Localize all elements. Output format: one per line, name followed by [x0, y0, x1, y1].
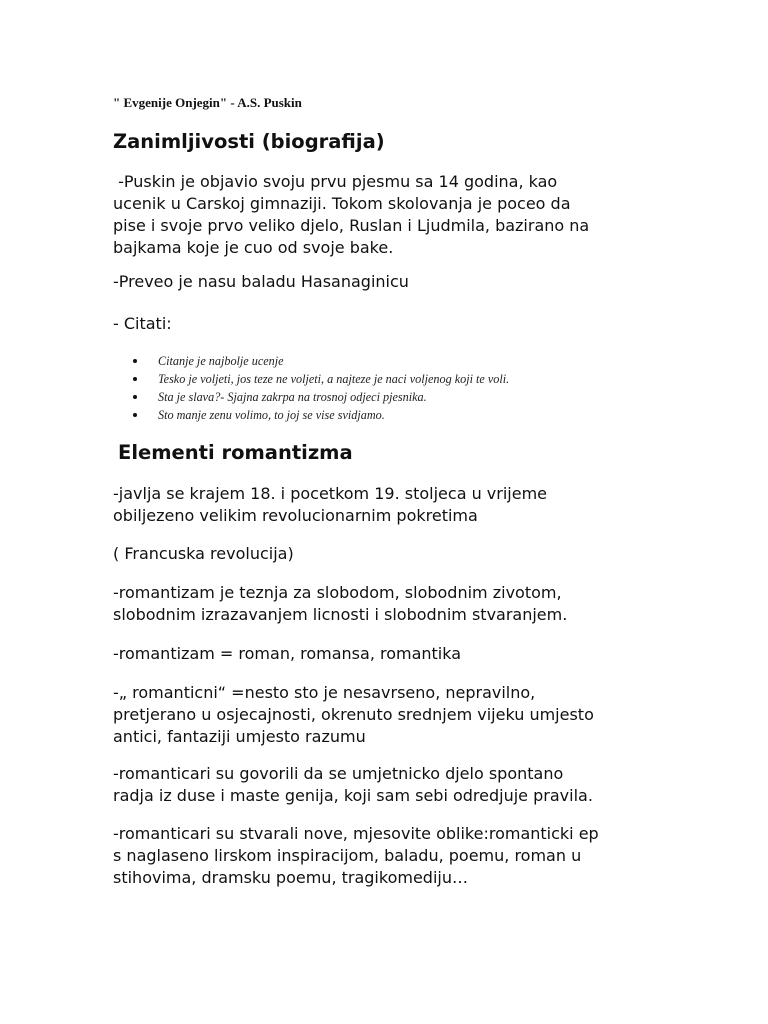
- romanticism-paragraph-4: -romantizam = roman, romansa, romantika: [113, 644, 462, 663]
- romanticism-paragraph-2: ( Francuska revolucija): [113, 544, 294, 563]
- romanticism-paragraph-7: -romanticari su stvarali nove, mjesovite oblike:romanticki ep s naglaseno lirskom inspiracijom, baladu, poemu, roman u stihovima, dramsku poemu, tragikomediju…: [113, 824, 599, 887]
- heading-biography: Zanimljivosti (biografija): [113, 130, 385, 153]
- bullet-icon: [133, 413, 137, 417]
- biography-paragraph-1: -Puskin je objavio svoju prvu pjesmu sa 14 godina, kao ucenik u Carskoj gimnaziji. Tokom skolovanja je poceo da pise i svoje prvo veliko djelo, Ruslan i Ljudmila, bazirano na bajkama koje je cuo od svoje bake.: [113, 172, 590, 257]
- quote-text: Sto manje zenu volimo, to joj se vise svidjamo.: [158, 408, 385, 422]
- romanticism-paragraph-6: -romanticari su govorili da se umjetnicko djelo spontano radja iz duse i maste genija, koji sam sebi odredjuje pravila.: [113, 764, 593, 805]
- heading-romanticism: Elementi romantizma: [118, 441, 353, 464]
- bullet-icon: [133, 395, 137, 399]
- citati-label: - Citati:: [113, 314, 172, 333]
- quotes-list: [110, 352, 509, 424]
- romanticism-paragraph-3: -romantizam je teznja za slobodom, slobodnim zivotom, slobodnim izrazavanjem licnosti i slobodnim stvaranjem.: [113, 583, 568, 624]
- quote-text: Citanje je najbolje ucenje: [158, 354, 284, 368]
- biography-paragraph-2: -Preveo je nasu baladu Hasanaginicu: [113, 272, 409, 291]
- bullet-icon: [133, 377, 137, 381]
- list-item: [110, 388, 509, 406]
- quote-text: Tesko je voljeti, jos teze ne voljeti, a najteze je naci voljenog koji te voli.: [158, 372, 510, 386]
- bullet-icon: [133, 359, 137, 363]
- quote-text: Sta je slava?- Sjajna zakrpa na trosnoj odjeci pjesnika.: [158, 390, 427, 404]
- romanticism-paragraph-1: -javlja se krajem 18. i pocetkom 19. stoljeca u vrijeme obiljezeno velikim revolucionarnim pokretima: [113, 484, 548, 525]
- list-item: [110, 370, 509, 388]
- list-item: [110, 352, 509, 370]
- list-item: [110, 406, 509, 424]
- document-top-line: " Evgenije Onjegin" - A.S. Puskin: [113, 95, 302, 110]
- romanticism-paragraph-5: -„ romanticni“ =nesto sto je nesavrseno, nepravilno, pretjerano u osjecajnosti, okrenuto srednjem vijeku umjesto antici, fantaziji umjesto razumu: [113, 683, 594, 746]
